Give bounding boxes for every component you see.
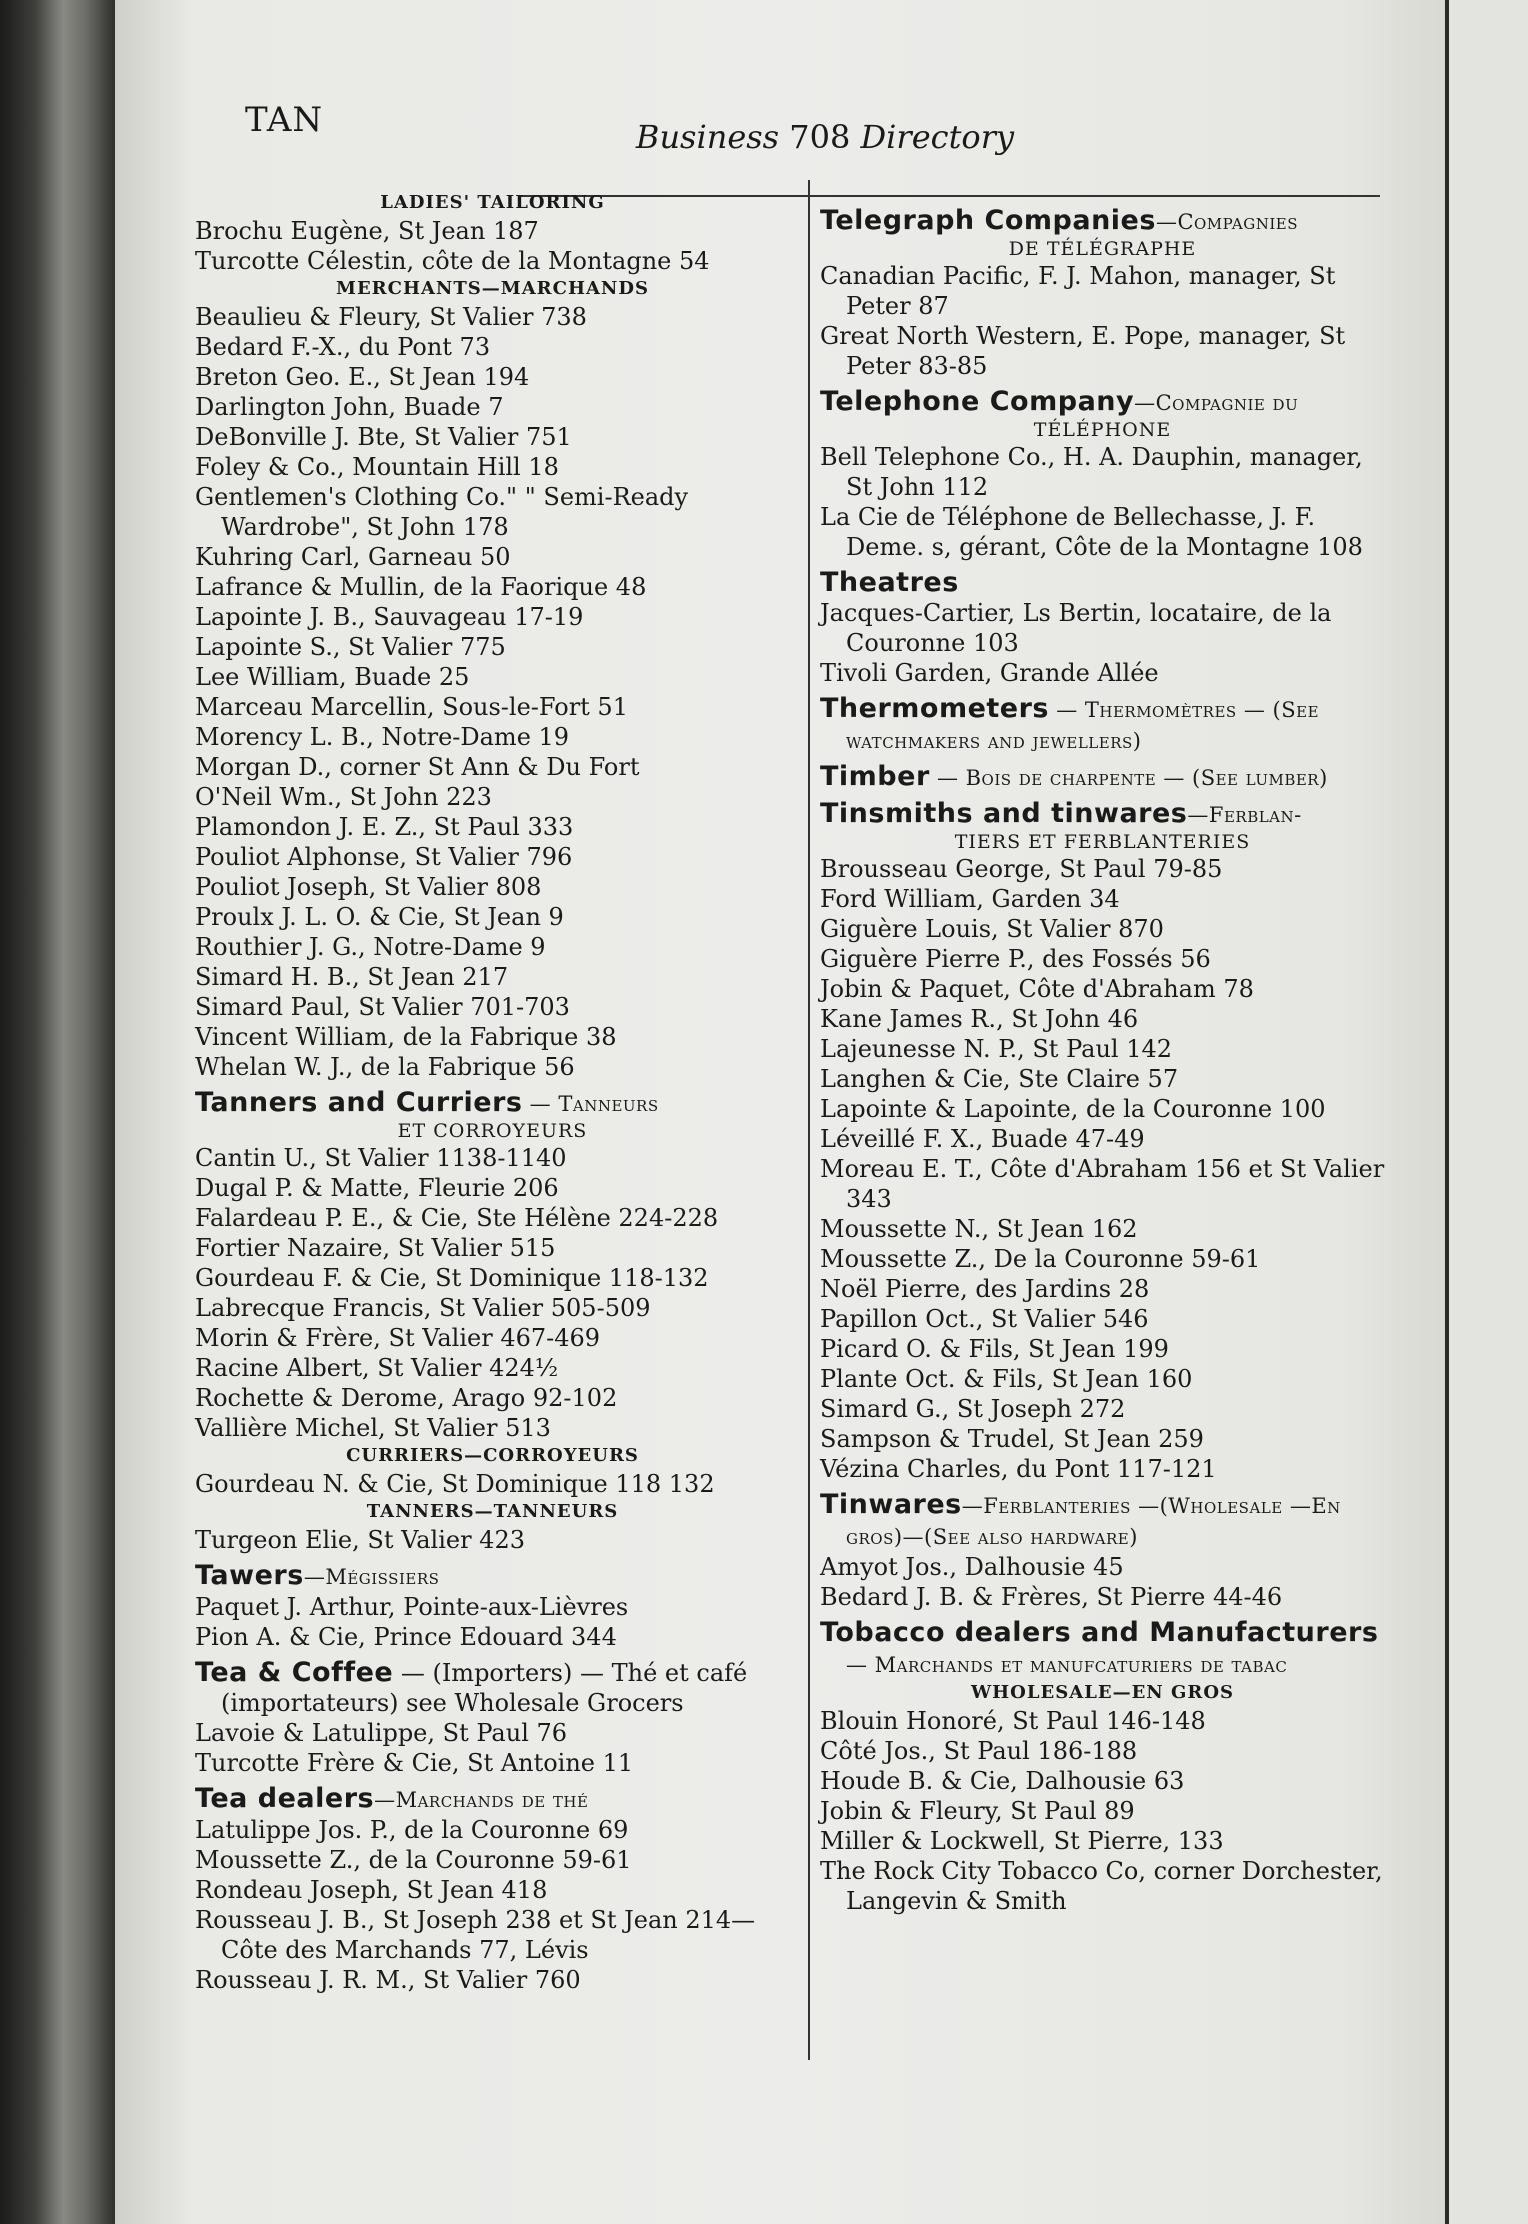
- category-heading: [195, 1784, 790, 1815]
- category-title: Tawers: [195, 1560, 304, 1591]
- category-heading-continued: TÉLÉPHONE: [1033, 419, 1172, 441]
- directory-entry: Routhier J. G., Notre-Dame 9: [195, 933, 546, 961]
- directory-entry: Noël Pierre, des Jardins 28: [820, 1275, 1150, 1303]
- directory-entry: Bedard J. B. & Frères, St Pierre 44-46: [820, 1583, 1283, 1611]
- directory-entry: Lapointe J. B., Sauvageau 17-19: [195, 603, 584, 631]
- directory-entry: Plamondon J. E. Z., St Paul 333: [195, 813, 574, 841]
- next-page-edge: [1445, 0, 1528, 2224]
- page-number: 708: [789, 118, 851, 156]
- left-column: [195, 190, 790, 1995]
- directory-entry: Moussette N., St Jean 162: [820, 1215, 1138, 1243]
- category-translation: — (Importers) — Thé et café (importateurs) see Wholesale Grocers: [221, 1659, 748, 1717]
- directory-entry: Morin & Frère, St Valier 467-469: [195, 1324, 601, 1352]
- directory-entry: Pouliot Joseph, St Valier 808: [195, 873, 542, 901]
- subheading: LADIES' TAILORING: [380, 192, 605, 213]
- directory-entry: O'Neil Wm., St John 223: [195, 783, 492, 811]
- directory-entry: Kuhring Carl, Garneau 50: [195, 543, 511, 571]
- directory-entry: Pouliot Alphonse, St Valier 796: [195, 843, 573, 871]
- category-translation: — Marchands et manufcaturiers de tabac: [846, 1653, 1288, 1677]
- category-heading-continued: ET CORROYEURS: [397, 1120, 588, 1142]
- directory-entry: Sampson & Trudel, St Jean 259: [820, 1425, 1204, 1453]
- category-translation: — Thermomètres — (See watchmakers and jewellers): [846, 698, 1320, 753]
- directory-entry: Racine Albert, St Valier 424½: [195, 1354, 559, 1382]
- category-title: Tea dealers: [195, 1783, 375, 1814]
- directory-entry: Gourdeau N. & Cie, St Dominique 118 132: [195, 1470, 715, 1498]
- subheading: MERCHANTS—MARCHANDS: [336, 278, 649, 299]
- category-title: Theatres: [820, 567, 959, 598]
- directory-entry: Lapointe S., St Valier 775: [195, 633, 506, 661]
- directory-entry: Dugal P. & Matte, Fleurie 206: [195, 1174, 559, 1202]
- title-left-word: Business: [635, 118, 780, 156]
- title-right-word: Directory: [860, 118, 1015, 156]
- directory-entry: Morgan D., corner St Ann & Du Fort: [195, 753, 640, 781]
- page-header: [245, 100, 1365, 160]
- directory-entry: Paquet J. Arthur, Pointe-aux-Lièvres: [195, 1593, 629, 1621]
- category-heading-continued: DE TÉLÉGRAPHE: [1008, 238, 1197, 260]
- directory-entry: Rousseau J. R. M., St Valier 760: [195, 1966, 581, 1994]
- book-spine: [0, 0, 115, 2224]
- directory-entry: Breton Geo. E., St Jean 194: [195, 363, 530, 391]
- category-title: Tea & Coffee: [195, 1657, 394, 1688]
- category-heading: [820, 1618, 1385, 1680]
- directory-entry: Pion A. & Cie, Prince Edouard 344: [195, 1623, 617, 1651]
- directory-entry: Vincent William, de la Fabrique 38: [195, 1023, 617, 1051]
- directory-entry: Marceau Marcellin, Sous-le-Fort 51: [195, 693, 628, 721]
- directory-entry: Bedard F.-X., du Pont 73: [195, 333, 491, 361]
- directory-entry: Lavoie & Latulippe, St Paul 76: [195, 1719, 568, 1747]
- directory-entry: Giguère Pierre P., des Fossés 56: [820, 945, 1211, 973]
- directory-entry: Vézina Charles, du Pont 117-121: [820, 1455, 1217, 1483]
- directory-entry: Turcotte Célestin, côte de la Montagne 54: [195, 247, 710, 275]
- directory-entry: Picard O. & Fils, St Jean 199: [820, 1335, 1169, 1363]
- subheading: WHOLESALE—EN GROS: [970, 1682, 1235, 1703]
- category-title: Tanners and Curriers: [195, 1087, 523, 1118]
- directory-entry: Lee William, Buade 25: [195, 663, 470, 691]
- directory-entry: Ford William, Garden 34: [820, 885, 1120, 913]
- section-code: TAN: [245, 100, 324, 140]
- directory-entry: Moussette Z., De la Couronne 59-61: [820, 1245, 1261, 1273]
- category-heading: [195, 1658, 790, 1718]
- subheading: CURRIERS—CORROYEURS: [346, 1445, 639, 1466]
- category-translation: —Compagnies: [1155, 210, 1298, 234]
- directory-entry: Morency L. B., Notre-Dame 19: [195, 723, 570, 751]
- subheading: TANNERS—TANNEURS: [366, 1501, 619, 1522]
- directory-entry: La Cie de Téléphone de Bellechasse, J. F. Deme. s, gérant, Côte de la Montagne 108: [820, 503, 1363, 561]
- category-translation: —Mégissiers: [303, 1565, 440, 1589]
- category-heading: [820, 762, 1385, 793]
- category-heading: [820, 206, 1385, 237]
- directory-entry: Canadian Pacific, F. J. Mahon, manager, St Peter 87: [820, 262, 1336, 320]
- directory-entry: Lajeunesse N. P., St Paul 142: [820, 1035, 1173, 1063]
- directory-entry: Turgeon Elie, St Valier 423: [195, 1526, 525, 1554]
- directory-entry: Giguère Louis, St Valier 870: [820, 915, 1164, 943]
- directory-entry: Turcotte Frère & Cie, St Antoine 11: [195, 1749, 634, 1777]
- category-translation: — Bois de charpente — (See lumber): [929, 766, 1328, 790]
- category-title: Thermometers: [820, 693, 1050, 724]
- directory-entry: Whelan W. J., de la Fabrique 56: [195, 1053, 575, 1081]
- directory-entry: The Rock City Tobacco Co, corner Dorchester, Langevin & Smith: [820, 1857, 1383, 1915]
- directory-entry: Léveillé F. X., Buade 47-49: [820, 1125, 1145, 1153]
- category-translation: —Compagnie du: [1134, 391, 1299, 415]
- directory-entry: Amyot Jos., Dalhousie 45: [820, 1553, 1124, 1581]
- category-heading: [195, 1561, 790, 1592]
- directory-entry: Labrecque Francis, St Valier 505-509: [195, 1294, 651, 1322]
- directory-entry: Brochu Eugène, St Jean 187: [195, 217, 539, 245]
- directory-entry: Simard G., St Joseph 272: [820, 1395, 1126, 1423]
- category-translation: —Ferblanteries —(Wholesale —En gros)—(See also hardware): [846, 1494, 1341, 1549]
- directory-entry: Jobin & Paquet, Côte d'Abraham 78: [820, 975, 1254, 1003]
- directory-entry: Tivoli Garden, Grande Allée: [820, 659, 1159, 687]
- category-heading: [820, 694, 1385, 756]
- directory-entry: Côté Jos., St Paul 186-188: [820, 1737, 1138, 1765]
- category-translation: —Ferblan-: [1187, 803, 1302, 827]
- category-title: Timber: [820, 761, 930, 792]
- category-heading: [820, 568, 1385, 598]
- directory-entry: Houde B. & Cie, Dalhousie 63: [820, 1767, 1185, 1795]
- directory-entry: Foley & Co., Mountain Hill 18: [195, 453, 559, 481]
- directory-entry: Fortier Nazaire, St Valier 515: [195, 1234, 556, 1262]
- category-translation: —Marchands de thé: [374, 1788, 589, 1812]
- directory-entry: Plante Oct. & Fils, St Jean 160: [820, 1365, 1193, 1393]
- directory-entry: Cantin U., St Valier 1138-1140: [195, 1144, 567, 1172]
- directory-entry: Proulx J. L. O. & Cie, St Jean 9: [195, 903, 564, 931]
- directory-entry: Rondeau Joseph, St Jean 418: [195, 1876, 548, 1904]
- directory-entry: Vallière Michel, St Valier 513: [195, 1414, 551, 1442]
- category-heading: [820, 387, 1385, 418]
- directory-entry: Jacques-Cartier, Ls Bertin, locataire, de la Couronne 103: [820, 599, 1332, 657]
- category-heading: [195, 1088, 790, 1119]
- directory-entry: Blouin Honoré, St Paul 146-148: [820, 1707, 1206, 1735]
- column-divider: [808, 180, 810, 2060]
- directory-entry: Brousseau George, St Paul 79-85: [820, 855, 1223, 883]
- directory-entry: Lafrance & Mullin, de la Faorique 48: [195, 573, 647, 601]
- category-title: Telephone Company: [820, 386, 1135, 417]
- category-heading: [820, 1490, 1385, 1552]
- directory-entry: Gentlemen's Clothing Co." " Semi-Ready Wardrobe", St John 178: [195, 483, 689, 541]
- directory-entry: Moreau E. T., Côte d'Abraham 156 et St Valier 343: [820, 1155, 1385, 1213]
- directory-entry: Gourdeau F. & Cie, St Dominique 118-132: [195, 1264, 709, 1292]
- category-translation: — Tanneurs: [522, 1092, 659, 1116]
- directory-entry: Great North Western, E. Pope, manager, St Peter 83-85: [820, 322, 1346, 380]
- directory-entry: Moussette Z., de la Couronne 59-61: [195, 1846, 632, 1874]
- right-column: [820, 200, 1385, 1916]
- directory-entry: Rousseau J. B., St Joseph 238 et St Jean 214—Côte des Marchands 77, Lévis: [195, 1906, 756, 1964]
- category-title: Tinsmiths and tinwares: [820, 798, 1188, 829]
- directory-entry: Bell Telephone Co., H. A. Dauphin, manager, St John 112: [820, 443, 1363, 501]
- directory-entry: Papillon Oct., St Valier 546: [820, 1305, 1149, 1333]
- directory-entry: Lapointe & Lapointe, de la Couronne 100: [820, 1095, 1326, 1123]
- category-title: Tinwares: [820, 1489, 962, 1520]
- directory-entry: Miller & Lockwell, St Pierre, 133: [820, 1827, 1224, 1855]
- directory-entry: Kane James R., St John 46: [820, 1005, 1139, 1033]
- directory-entry: Beaulieu & Fleury, St Valier 738: [195, 303, 587, 331]
- category-heading-continued: TIERS ET FERBLANTERIES: [954, 831, 1251, 853]
- running-title: [545, 118, 1105, 156]
- directory-entry: DeBonville J. Bte, St Valier 751: [195, 423, 572, 451]
- category-title: Tobacco dealers and Manufacturers: [820, 1617, 1379, 1648]
- directory-entry: Falardeau P. E., & Cie, Ste Hélène 224-228: [195, 1204, 719, 1232]
- category-title: Telegraph Companies: [820, 205, 1156, 236]
- directory-entry: Langhen & Cie, Ste Claire 57: [820, 1065, 1179, 1093]
- category-heading: [820, 799, 1385, 830]
- directory-entry: Latulippe Jos. P., de la Couronne 69: [195, 1816, 629, 1844]
- directory-entry: Simard Paul, St Valier 701-703: [195, 993, 570, 1021]
- directory-entry: Jobin & Fleury, St Paul 89: [820, 1797, 1135, 1825]
- directory-entry: Simard H. B., St Jean 217: [195, 963, 509, 991]
- directory-entry: Rochette & Derome, Arago 92-102: [195, 1384, 618, 1412]
- directory-entry: Darlington John, Buade 7: [195, 393, 504, 421]
